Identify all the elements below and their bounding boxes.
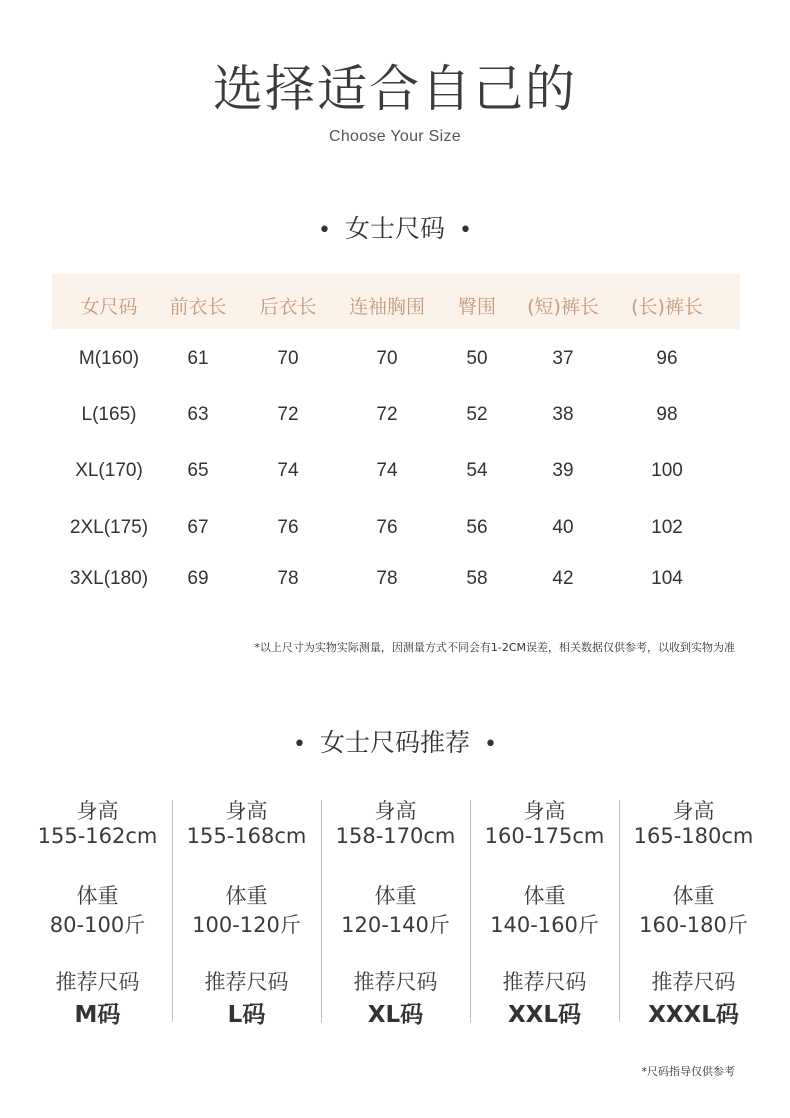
- table-cell: 76: [277, 517, 299, 538]
- weight-label: 体重: [672, 884, 715, 908]
- table-cell: 72: [277, 404, 299, 425]
- table-cell: 70: [277, 348, 299, 369]
- size-label-cell: XL(170): [75, 460, 143, 481]
- height-label: 身高: [225, 799, 268, 823]
- weight-label: 体重: [76, 884, 119, 908]
- weight-label: 体重: [225, 884, 268, 908]
- size-label: 推荐尺码: [55, 970, 140, 994]
- height-label: 身高: [374, 799, 417, 823]
- page-subtitle: Choose Your Size: [328, 128, 461, 145]
- bullet-dot: •: [318, 218, 331, 243]
- table-cell: 40: [552, 517, 574, 538]
- table-cell: 52: [466, 404, 488, 425]
- table-cell: 70: [376, 348, 398, 369]
- size-label: 推荐尺码: [651, 970, 736, 994]
- column-header: (短)裤长: [527, 296, 599, 318]
- weight-label: 体重: [374, 884, 417, 908]
- weight-label: 体重: [523, 884, 566, 908]
- recommended-size: XL码: [367, 1002, 424, 1028]
- recommend-column: [23, 795, 172, 1028]
- recommend-column: [470, 795, 619, 1028]
- table-cell: 37: [552, 348, 574, 369]
- weight-value: 100-120斤: [192, 913, 301, 937]
- column-header: (长)裤长: [631, 296, 703, 318]
- table-cell: 98: [656, 404, 678, 425]
- recommend-column: [321, 795, 470, 1028]
- size-label: 推荐尺码: [204, 970, 289, 994]
- bullet-dot: •: [484, 732, 497, 757]
- table-cell: 54: [466, 460, 488, 481]
- size-table-heading: [0, 209, 790, 245]
- size-label-cell: 2XL(175): [69, 517, 149, 538]
- height-label: 身高: [523, 799, 566, 823]
- table-cell: 56: [466, 517, 488, 538]
- column-header: 后衣长: [259, 296, 317, 318]
- height-label: 身高: [76, 799, 119, 823]
- table-cell: 74: [376, 460, 398, 481]
- table-cell: 102: [651, 517, 683, 538]
- table-cell: 65: [187, 460, 209, 481]
- weight-value: 120-140斤: [341, 913, 450, 937]
- column-divider: [619, 800, 620, 1022]
- size-label-cell: M(160): [78, 348, 140, 369]
- column-divider: [470, 800, 471, 1022]
- weight-value: 160-180斤: [639, 913, 748, 937]
- recommend-column: [172, 795, 321, 1028]
- height-value: 158-170cm: [335, 824, 456, 848]
- table-cell: 100: [651, 460, 683, 481]
- bullet-dot: •: [459, 218, 472, 243]
- weight-value: 140-160斤: [490, 913, 599, 937]
- table-cell: 38: [552, 404, 574, 425]
- table-cell: 58: [466, 568, 488, 589]
- table-cell: 50: [466, 348, 488, 369]
- bullet-dot: •: [293, 732, 306, 757]
- table-cell: 76: [376, 517, 398, 538]
- size-label: 推荐尺码: [353, 970, 438, 994]
- size-table-note: *以上尺寸为实物实际测量，因测量方式不同会有1-2CM误差，相关数据仅供参考，以收到实物为准: [254, 641, 735, 654]
- recommended-size: XXL码: [507, 1002, 582, 1028]
- table-cell: 61: [187, 348, 209, 369]
- recommend-heading-text: 女士尺码推荐: [319, 728, 470, 757]
- height-value: 155-168cm: [186, 824, 307, 848]
- page-title: 选择适合自己的: [213, 60, 577, 118]
- table-cell: 63: [187, 404, 209, 425]
- column-header: 连袖胸围: [348, 296, 426, 318]
- height-value: 165-180cm: [633, 824, 754, 848]
- recommend-column: [619, 795, 768, 1028]
- table-cell: 104: [651, 568, 683, 589]
- column-header: 臀围: [457, 296, 497, 318]
- height-value: 155-162cm: [37, 824, 158, 848]
- height-value: 160-175cm: [484, 824, 605, 848]
- size-label-cell: 3XL(180): [69, 568, 149, 589]
- table-cell: 78: [376, 568, 398, 589]
- size-label: 推荐尺码: [502, 970, 587, 994]
- column-divider: [172, 800, 173, 1022]
- recommend-heading: [0, 723, 790, 759]
- size-table-heading-text: 女士尺码: [344, 214, 445, 243]
- table-cell: 74: [277, 460, 299, 481]
- column-header: 前衣长: [169, 296, 227, 318]
- size-label-cell: L(165): [81, 404, 137, 425]
- recommend-note: *尺码指导仅供参考: [641, 1065, 735, 1078]
- table-cell: 39: [552, 460, 574, 481]
- table-cell: 96: [656, 348, 678, 369]
- table-cell: 42: [552, 568, 574, 589]
- weight-value: 80-100斤: [49, 913, 146, 937]
- table-cell: 78: [277, 568, 299, 589]
- table-cell: 67: [187, 517, 209, 538]
- table-cell: 69: [187, 568, 209, 589]
- height-label: 身高: [672, 799, 715, 823]
- table-cell: 72: [376, 404, 398, 425]
- recommended-size: L码: [227, 1002, 266, 1028]
- recommended-size: XXXL码: [648, 1002, 739, 1028]
- recommended-size: M码: [74, 1002, 121, 1028]
- column-divider: [321, 800, 322, 1022]
- column-header: 女尺码: [80, 296, 138, 318]
